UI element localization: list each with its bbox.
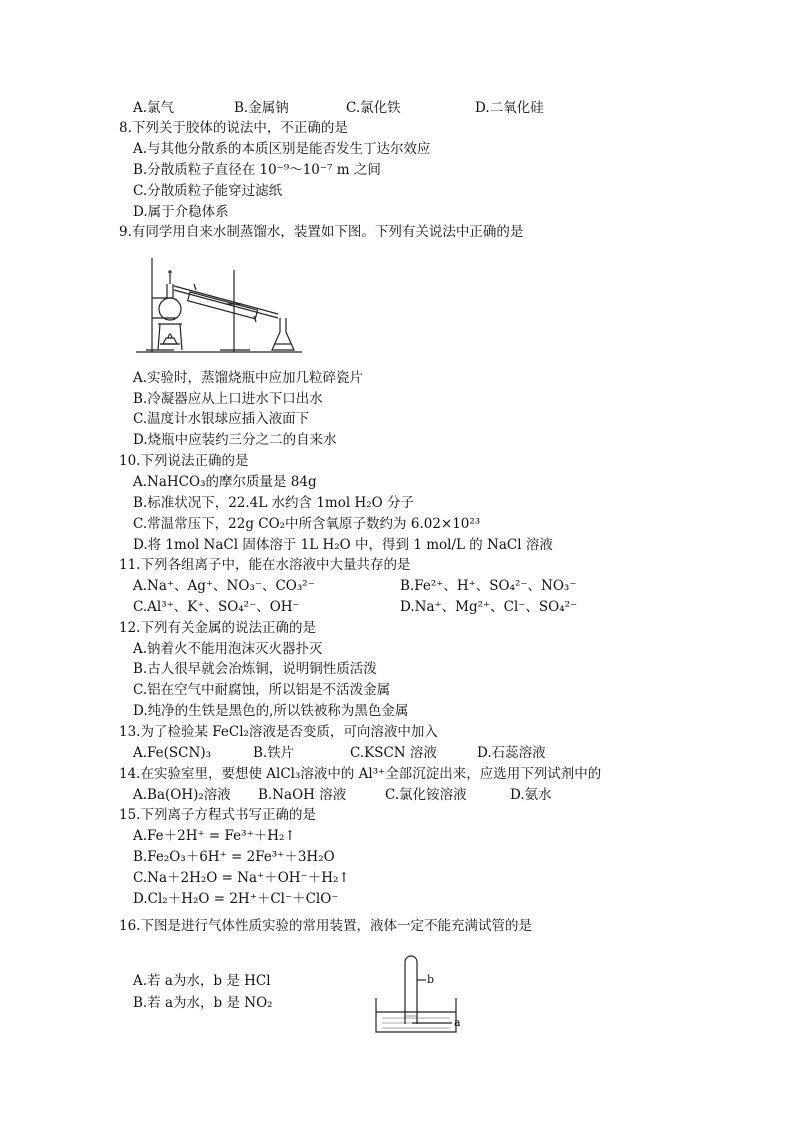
q15-option-a: A.Fe＋2H⁺ = Fe³⁺＋H₂↑ <box>133 828 296 844</box>
q10-stem: 10.下列说法正确的是 <box>119 453 249 469</box>
q8-option-d: D.属于介稳体系 <box>133 204 229 220</box>
q7-option-a: A.氯气 <box>133 100 175 116</box>
q11-option-d: D.Na⁺、Mg²⁺、Cl⁻、SO₄²⁻ <box>400 599 578 615</box>
q7-option-d: D.二氧化硅 <box>475 100 544 116</box>
q9-stem: 9.有同学用自来水制蒸馏水，装置如下图。下列有关说法中正确的是 <box>119 224 524 240</box>
q11-option-c: C.Al³⁺、K⁺、SO₄²⁻、OH⁻ <box>133 599 300 615</box>
q8-option-a: A.与其他分散系的本质区别是能否发生丁达尔效应 <box>133 141 431 157</box>
figure-label-a: a <box>454 1016 461 1029</box>
q15-stem: 15.下列离子方程式书写正确的是 <box>119 807 316 823</box>
q8-option-b: B.分散质粒子直径在 10⁻⁹～10⁻⁷ m 之间 <box>133 162 381 178</box>
q15-option-c: C.Na＋2H₂O = Na⁺＋OH⁻＋H₂↑ <box>133 870 350 886</box>
q10-option-d: D.将 1mol NaCl 固体溶于 1L H₂O 中，得到 1 mol/L 的 NaCl 溶液 <box>133 537 553 553</box>
q11-option-a: A.Na⁺、Ag⁺、NO₃⁻、CO₃²⁻ <box>133 578 315 594</box>
distillation-apparatus-figure <box>130 252 310 358</box>
q15-option-b: B.Fe₂O₃＋6H⁺ = 2Fe³⁺＋3H₂O <box>133 849 335 865</box>
q8-stem: 8.下列关于胶体的说法中，不正确的是 <box>119 120 348 136</box>
q14-option-b: B.NaOH 溶液 <box>258 787 347 803</box>
q12-option-c: C.铝在空气中耐腐蚀，所以铝是不活泼金属 <box>133 682 391 698</box>
q8-option-c: C.分散质粒子能穿过滤纸 <box>133 183 283 199</box>
q7-option-c: C.氯化铁 <box>346 100 401 116</box>
q15-option-d: D.Cl₂＋H₂O = 2H⁺＋Cl⁻＋ClO⁻ <box>133 891 339 907</box>
q14-option-a: A.Ba(OH)₂溶液 <box>133 787 231 803</box>
q7-option-b: B.金属钠 <box>234 100 289 116</box>
q13-option-c: C.KSCN 溶液 <box>350 745 437 761</box>
q12-stem: 12.下列有关金属的说法正确的是 <box>119 620 316 636</box>
q9-option-a: A.实验时，蒸馏烧瓶中应加几粒碎瓷片 <box>133 370 364 386</box>
q9-option-b: B.冷凝器应从上口进水下口出水 <box>133 391 323 407</box>
q13-option-b: B.铁片 <box>253 745 295 761</box>
q14-option-d: D.氨水 <box>510 787 552 803</box>
q13-option-d: D.石蕊溶液 <box>477 745 546 761</box>
q11-stem: 11.下列各组离子中，能在水溶液中大量共存的是 <box>119 557 411 573</box>
q12-option-a: A.钠着火不能用泡沫灭火器扑灭 <box>133 641 323 657</box>
figure-label-b: b <box>427 973 435 986</box>
q9-option-d: D.烧瓶中应装约三分之二的自来水 <box>133 432 337 448</box>
q16-option-b: B.若 a为水，b 是 NO₂ <box>133 995 273 1011</box>
q13-option-a: A.Fe(SCN)₃ <box>133 745 211 761</box>
q14-option-c: C.氯化铵溶液 <box>385 787 467 803</box>
q12-option-b: B.古人很早就会冶炼铜，说明铜性质活泼 <box>133 661 377 677</box>
q10-option-c: C.常温常压下，22g CO₂中所含氧原子数约为 6.02×10²³ <box>133 516 481 532</box>
q9-option-c: C.温度计水银球应插入液面下 <box>133 411 310 427</box>
q10-option-b: B.标准状况下，22.4L 水约含 1mol H₂O 分子 <box>133 495 414 511</box>
gas-test-tube-figure <box>372 954 472 1036</box>
q16-stem: 16.下图是进行气体性质实验的常用装置，液体一定不能充满试管的是 <box>119 918 532 934</box>
q14-stem: 14.在实验室里，要想使 AlCl₃溶液中的 Al³⁺全部沉淀出来，应选用下列试剂中的 <box>119 766 602 782</box>
q12-option-d: D.纯净的生铁是黑色的,所以铁被称为黑色金属 <box>133 703 409 719</box>
q16-option-a: A.若 a为水，b 是 HCl <box>133 973 271 989</box>
q13-stem: 13.为了检验某 FeCl₂溶液是否变质，可向溶液中加入 <box>119 724 438 740</box>
q10-option-a: A.NaHCO₃的摩尔质量是 84g <box>133 474 317 490</box>
q11-option-b: B.Fe²⁺、H⁺、SO₄²⁻、NO₃⁻ <box>400 578 577 594</box>
